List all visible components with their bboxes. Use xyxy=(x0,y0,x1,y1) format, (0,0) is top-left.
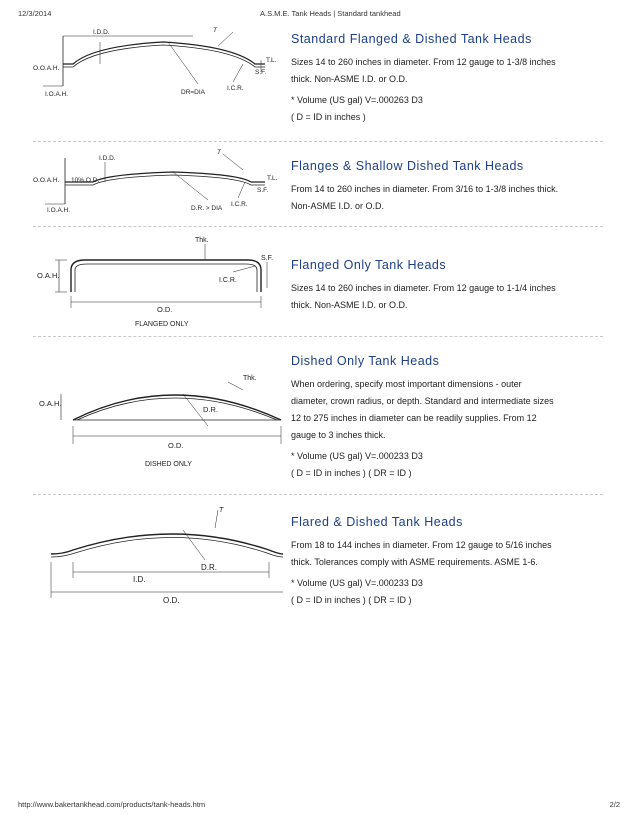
label-ioah: I.O.A.H. xyxy=(45,91,69,98)
section-divider xyxy=(33,336,603,337)
label-sf: S.F. xyxy=(257,187,269,194)
desc-line: Sizes 14 to 260 inches in diameter. From 12 gauge to 1-3/8 inches xyxy=(291,57,556,67)
desc-line: 12 to 275 inches in diameter can be readily supplies. From 12 xyxy=(291,413,537,423)
page-number: 2/2 xyxy=(609,800,620,809)
volume-formula: * Volume (US gal) V=.000233 D3 xyxy=(291,451,423,461)
desc-line: Sizes 14 to 260 inches in diameter. From 12 gauge to 1-1/4 inches xyxy=(291,283,556,293)
page-url[interactable]: http://www.bakertankhead.com/products/tank-heads.htm xyxy=(18,800,206,809)
section-divider xyxy=(33,494,603,495)
section-title: Flanged Only Tank Heads xyxy=(291,258,447,272)
print-date: 12/3/2014 xyxy=(18,9,52,18)
label-thk: Thk. xyxy=(195,237,209,244)
label-dr: DR=DIA xyxy=(181,89,206,96)
flanged-only-drawing xyxy=(33,232,283,332)
desc-line: When ordering, specify most important dimensions - outer xyxy=(291,379,522,389)
label-thk: Thk. xyxy=(243,375,257,382)
label-ioah: I.O.A.H. xyxy=(47,207,71,214)
label-sf: S.F. xyxy=(255,69,267,76)
figure-caption: DISHED ONLY xyxy=(145,461,192,468)
label-t: T xyxy=(217,149,221,156)
label-ooah: O.O.A.H. xyxy=(33,177,60,184)
desc-line: From 14 to 260 inches in diameter. From 3/16 to 1-3/8 inches thick. xyxy=(291,184,559,194)
section-title: Standard Flanged & Dished Tank Heads xyxy=(291,32,532,46)
label-id: I.D. xyxy=(133,575,146,584)
section-title: Flared & Dished Tank Heads xyxy=(291,515,463,529)
figure-caption: FLANGED ONLY xyxy=(135,321,189,328)
label-od: O.D. xyxy=(168,441,184,450)
section-title: Dished Only Tank Heads xyxy=(291,354,440,368)
label-icr: I.C.R. xyxy=(227,85,244,92)
print-title: A.S.M.E. Tank Heads | Standard tankhead xyxy=(260,9,401,18)
flared-dished-drawing xyxy=(33,506,283,606)
label-t: T xyxy=(219,507,224,514)
label-pct: 10%,O.D. xyxy=(71,177,100,184)
section-standard-flanged-dished xyxy=(33,24,603,136)
formula-note: ( D = ID in inches ) ( DR = ID ) xyxy=(291,468,412,478)
section-title: Flanges & Shallow Dished Tank Heads xyxy=(291,159,524,173)
desc-line: thick. Non-ASME I.D. or O.D. xyxy=(291,300,408,310)
volume-formula: * Volume (US gal) V=.000263 D3 xyxy=(291,95,423,105)
desc-line: Non-ASME I.D. or O.D. xyxy=(291,201,385,211)
label-sf: S.F. xyxy=(261,255,274,262)
label-oah: O.A.H. xyxy=(37,271,60,280)
volume-formula: * Volume (US gal) V=.000233 D3 xyxy=(291,578,423,588)
label-icr: I.C.R. xyxy=(219,277,237,284)
label-tl: T.L. xyxy=(266,57,277,64)
label-icr: I.C.R. xyxy=(231,201,248,208)
label-t: T xyxy=(213,27,217,34)
label-dr: D.R. xyxy=(203,405,218,414)
dished-only-drawing xyxy=(33,364,283,474)
section-divider xyxy=(33,141,603,142)
desc-line: diameter, crown radius, or depth. Standard and intermediate sizes xyxy=(291,396,554,406)
desc-line: thick. Non-ASME I.D. or O.D. xyxy=(291,74,408,84)
label-dr: D.R. > DIA xyxy=(191,205,223,212)
standard-flanged-dished-drawing xyxy=(33,24,283,106)
section-flanges-shallow-dished xyxy=(33,148,603,228)
label-idd: I.D.D. xyxy=(99,155,116,162)
label-idd: I.D.D. xyxy=(93,29,110,36)
desc-line: thick. Tolerances comply with ASME requirements. ASME 1-6. xyxy=(291,557,538,567)
section-flanged-only xyxy=(33,232,603,332)
formula-note: ( D = ID in inches ) ( DR = ID ) xyxy=(291,595,412,605)
section-flared-dished xyxy=(33,500,603,615)
label-tl: T.L. xyxy=(267,175,278,182)
desc-line: From 18 to 144 inches in diameter. From 12 gauge to 5/16 inches xyxy=(291,540,552,550)
label-oah: O.A.H. xyxy=(39,399,62,408)
desc-line: gauge to 3 inches thick. xyxy=(291,430,386,440)
section-divider xyxy=(33,226,603,227)
label-od: O.D. xyxy=(157,305,173,314)
label-ooah: O.O.A.H. xyxy=(33,65,60,72)
label-od: O.D. xyxy=(163,596,180,605)
label-dr: D.R. xyxy=(201,563,217,572)
shallow-dished-drawing xyxy=(33,148,283,222)
formula-note: ( D = ID in inches ) xyxy=(291,112,366,122)
section-dished-only xyxy=(33,344,603,484)
